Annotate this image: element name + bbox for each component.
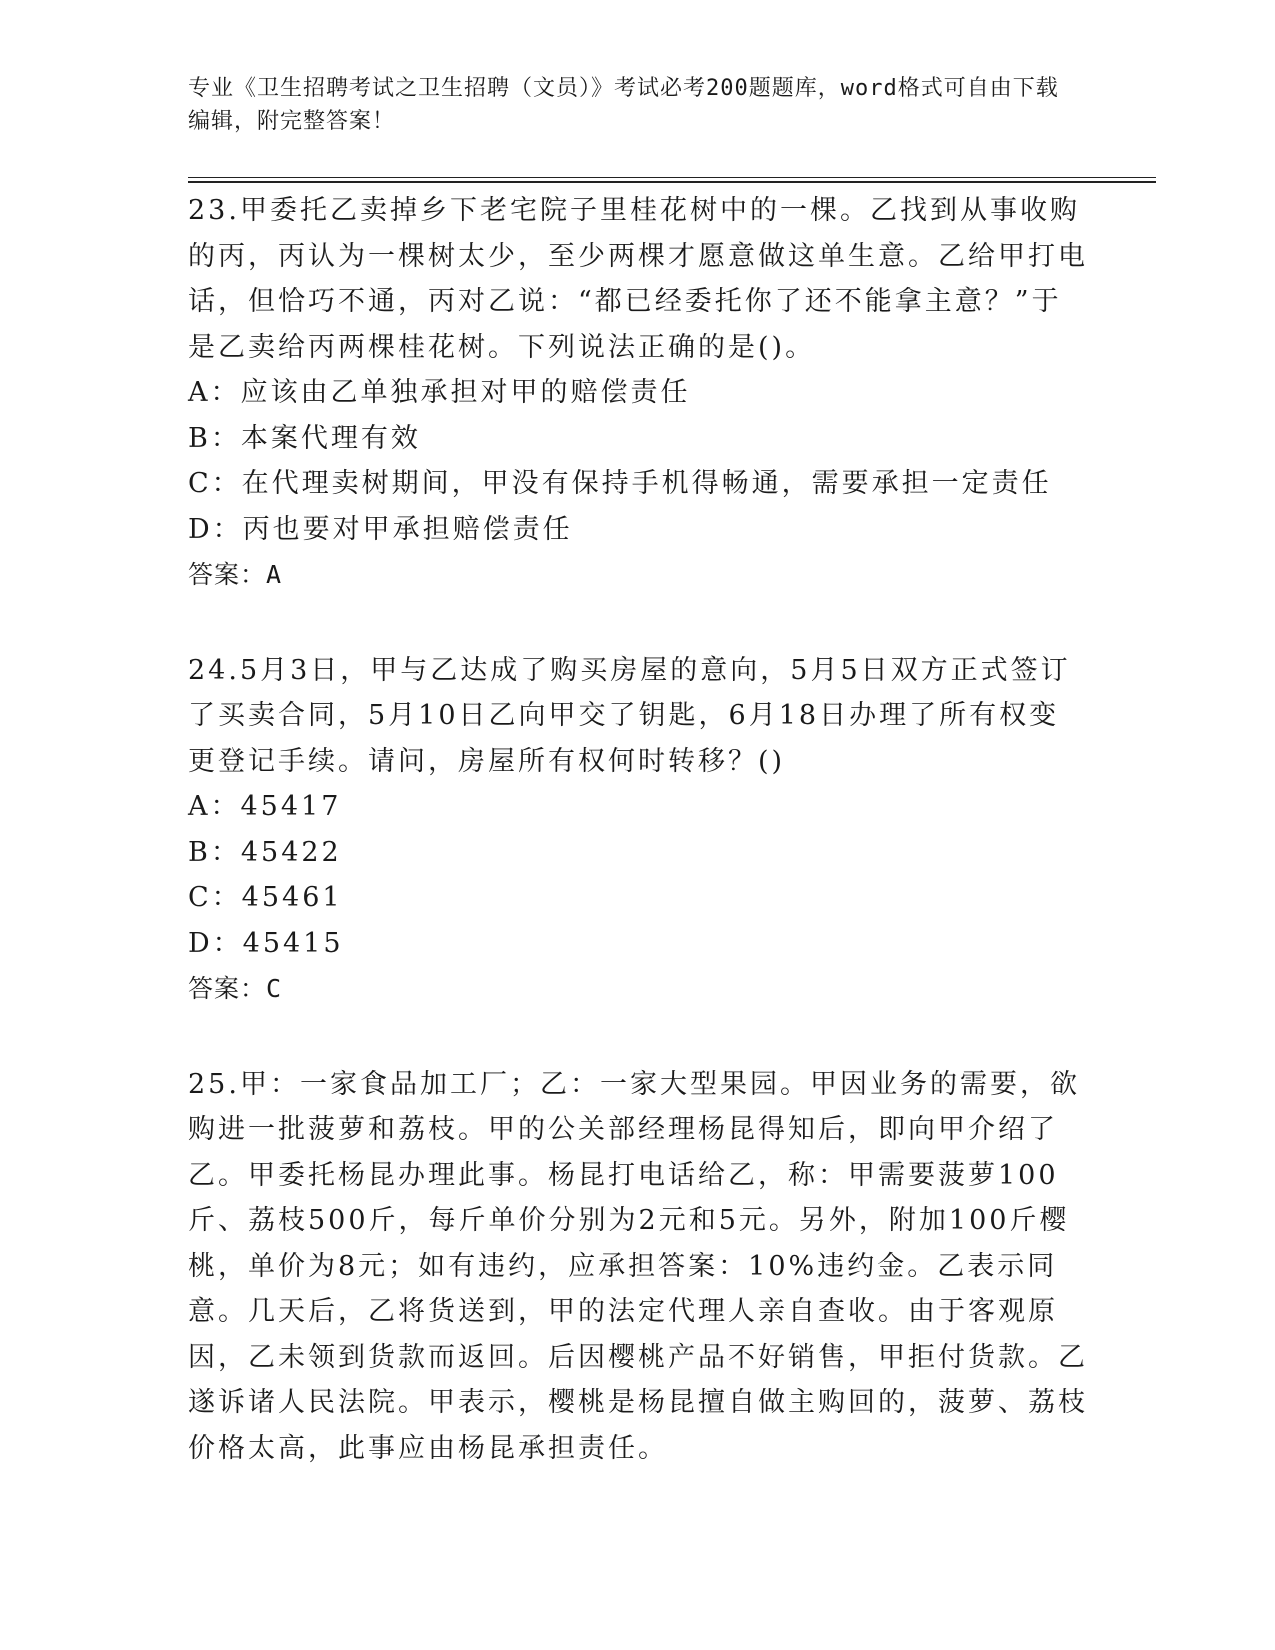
option-d: D：45415 [188,927,344,959]
question-stem: 23.甲委托乙卖掉乡下老宅院子里桂花树中的一棵。乙找到从事收购的丙，丙认为一棵树太少，至少两棵才愿意做这单生意。乙给甲打电话，但恰巧不通，丙对乙说：“都已经委托你了还不能拿主意？”于是乙卖给丙两棵桂花树。下列说法正确的是()。 [188,195,1088,363]
document-header: 专业《卫生招聘考试之卫生招聘（文员）》考试必考200题题库，word格式可自由下载编辑，附完整答案！ [188,76,1059,134]
option-c: C：45461 [188,882,343,913]
question-stem: 24.5月3日，甲与乙达成了购买房屋的意向，5月5日双方正式签订了买卖合同，5月10日乙向甲交了钥匙，6月18日办理了所有权变更登记手续。请问，房屋所有权何时转移？() [188,654,1071,777]
option-b: B：本案代理有效 [188,422,421,454]
question-23 [188,188,1088,598]
answer-line: 答案：A [188,560,283,589]
option-a: A：应该由乙单独承担对甲的赔偿责任 [188,377,691,408]
question-24 [188,648,1088,1012]
answer-line: 答案：C [188,974,283,1003]
question-25 [188,1062,1088,1472]
option-c: C：在代理卖树期间，甲没有保持手机得畅通，需要承担一定责任 [188,468,1052,499]
option-a: A：45417 [188,791,342,822]
header-double-rule [188,177,1156,183]
option-b: B：45422 [188,836,342,868]
question-list [188,188,1088,1471]
option-d: D：丙也要对甲承担赔偿责任 [188,513,573,545]
question-stem: 25.甲：一家食品加工厂；乙：一家大型果园。甲因业务的需要，欲购进一批菠萝和荔枝。甲的公关部经理杨昆得知后，即向甲介绍了乙。甲委托杨昆办理此事。杨昆打电话给乙，称：甲需要菠萝100斤、荔枝500斤，每斤单价分别为2元和5元。另外，附加100斤樱桃，单价为8元；如有违约，应承担答案：10%违约金。乙表示同意。几天后，乙将货送到，甲的法定代理人亲自查收。由于客观原因，乙未领到货款而返回。后因樱桃产品不好销售，甲拒付货款。乙遂诉诸人民法院。甲表示，樱桃是杨昆擅自做主购回的，菠萝、荔枝价格太高，此事应由杨昆承担责任。 [188,1068,1088,1464]
